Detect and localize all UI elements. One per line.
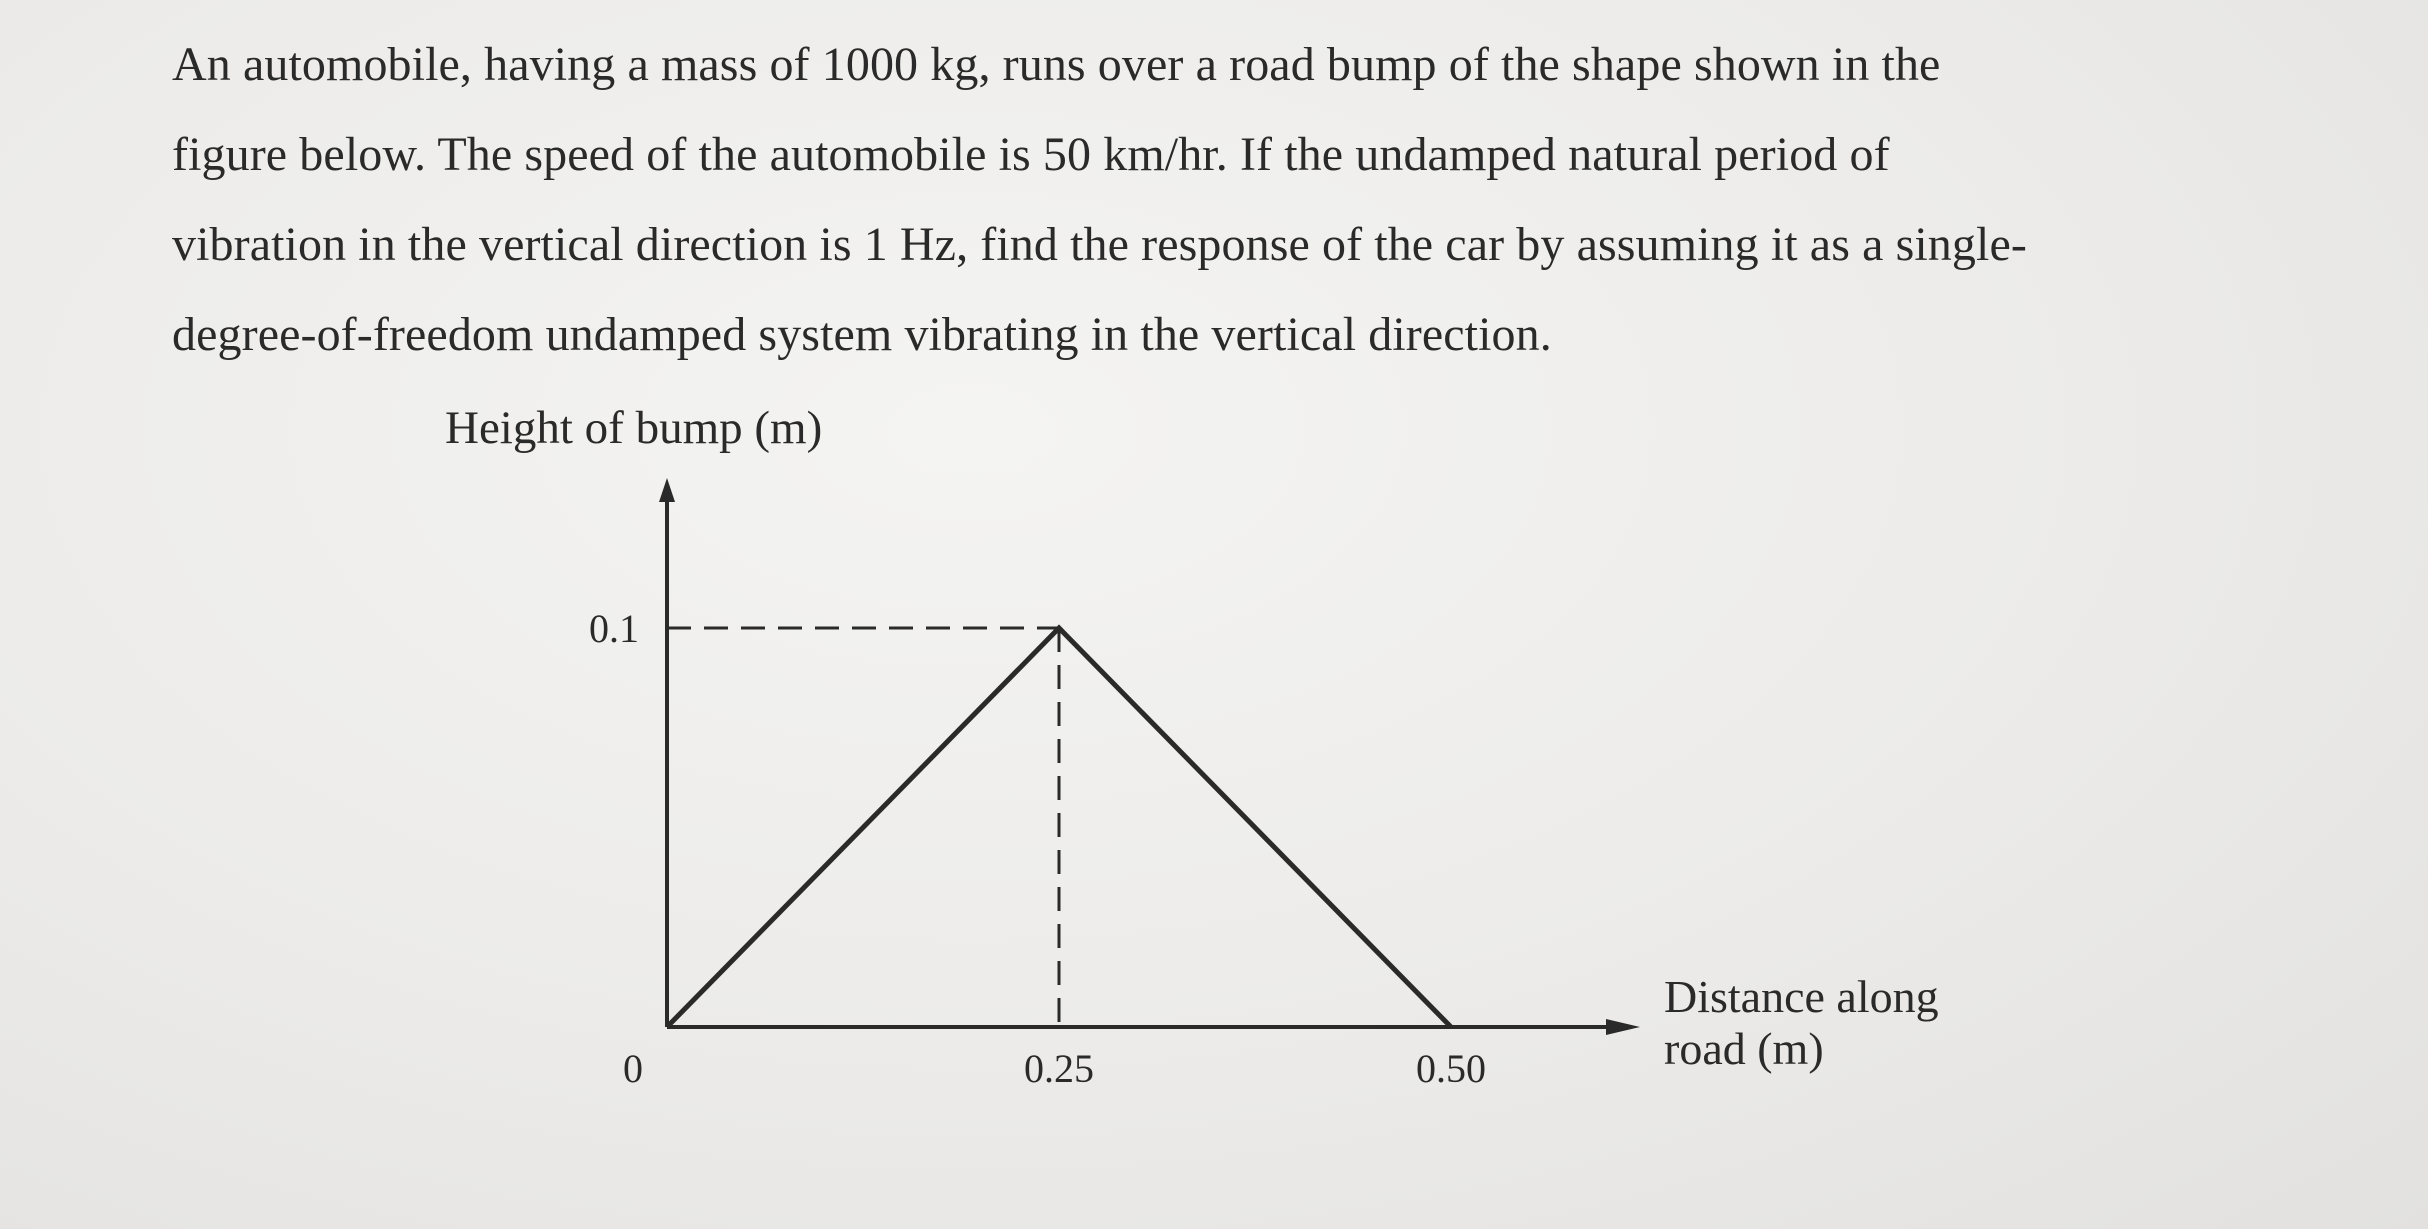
y-axis-arrowhead [659,478,675,502]
problem-line-4: degree-of-freedom undamped system vibrating in the vertical direction. [172,308,1552,361]
x-axis-label-line-2: road (m) [1664,1023,1824,1074]
y-axis-label: Height of bump (m) [445,402,823,454]
problem-line-2: figure below. The speed of the automobile is 50 km/hr. If the undamped natural period of [172,128,1890,181]
problem-line-1: An automobile, having a mass of 1000 kg, runs over a road bump of the shape shown in the [172,38,1941,91]
x-axis-label-line-1: Distance along [1664,971,1939,1022]
y-tick-label-0.1: 0.1 [589,606,639,651]
x-tick-label-0.50: 0.50 [1416,1046,1486,1091]
x-tick-label-0: 0 [623,1046,643,1091]
x-tick-label-0.25: 0.25 [1024,1046,1094,1091]
problem-line-3: vibration in the vertical direction is 1 Hz, find the response of the car by assuming it as a single- [172,218,2027,271]
x-axis-arrowhead [1606,1019,1640,1035]
